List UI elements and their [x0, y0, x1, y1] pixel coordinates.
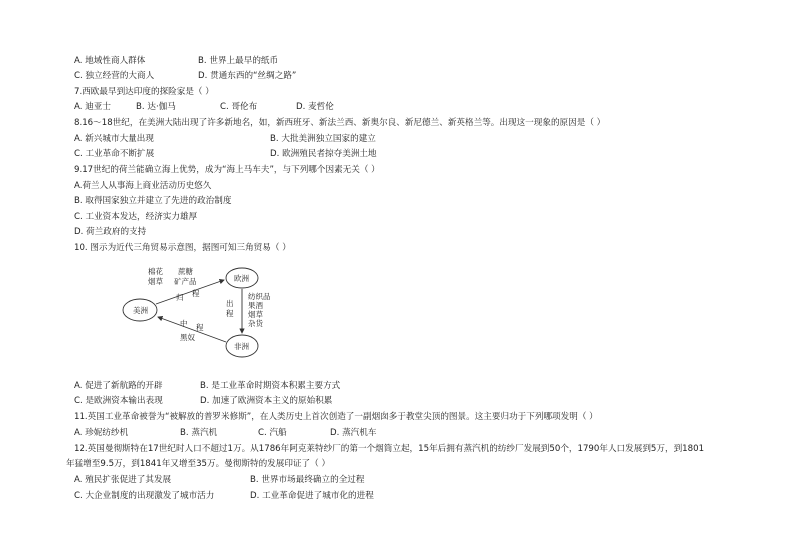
q7-option-a: A. 迪亚士 — [74, 102, 111, 112]
q9-option-d: D. 荷兰政府的支持 — [74, 227, 147, 237]
q10-option-b: B. 是工业革命时期资本积累主要方式 — [200, 381, 341, 391]
goods-minerals: 矿产品 — [174, 277, 197, 286]
q8-option-b: B. 大批美洲独立国家的建立 — [270, 134, 376, 144]
q6-option-a: A. 地域性商人群体 — [74, 56, 146, 66]
q10-option-a: A. 促进了新航路的开辟 — [74, 381, 163, 391]
q8-option-c: C. 工业革命不断扩展 — [74, 149, 155, 159]
q12-stem-line2: 年猛增至9.5万，到1841年又增至35万。曼彻斯特的发展印证了（ ） — [66, 459, 331, 469]
q6-option-d: D. 贯通东西的“丝绸之路” — [198, 71, 297, 81]
label-return: 归 — [176, 293, 184, 302]
q9-option-a: A.荷兰人从事海上商业活动历史悠久 — [74, 181, 212, 191]
triangle-trade-svg — [118, 262, 308, 372]
goods-sugar: 蔗糖 — [178, 267, 193, 276]
q6-option-b: B. 世界上最早的纸币 — [198, 56, 279, 66]
q10-option-c: C. 是欧洲资本输出表现 — [74, 396, 163, 406]
q9-option-c: C. 工业资本发达，经济实力雄厚 — [74, 212, 198, 222]
q12-option-a: A. 殖民扩张促进了其发展 — [74, 475, 172, 485]
q12-option-c: C. 大企业制度的出现激发了城市活力 — [74, 491, 215, 501]
label-return-journey: 程 — [192, 289, 200, 298]
goods-tobacco-top: 烟草 — [148, 277, 163, 286]
label-middle-2: 程 — [196, 323, 204, 332]
q10-option-d: D. 加速了欧洲资本主义的原始积累 — [200, 396, 333, 406]
q10-stem: 10. 图示为近代三角贸易示意图，据图可知三角贸易（ ） — [74, 243, 291, 253]
q12-option-b: B. 世界市场最终确立的全过程 — [250, 475, 365, 485]
q12-stem-line1: 12.英国曼彻斯特在17世纪时人口不超过1万。从1786年阿克莱特纱厂的第一个烟筒立起，15年后拥有蒸汽机的纺纱厂发展到50个，1790年人口发展到5万，到1801 — [74, 444, 705, 454]
q7-option-b: B. 达·伽马 — [136, 102, 176, 112]
q11-option-c: C. 汽船 — [258, 428, 287, 438]
goods-cotton: 棉花 — [148, 267, 163, 276]
goods-tobacco-right: 烟草 — [248, 310, 263, 319]
q7-option-c: C. 哥伦布 — [220, 102, 258, 112]
q9-option-b: B. 取得国家独立并建立了先进的政治制度 — [74, 196, 232, 206]
q9-stem: 9.17世纪的荷兰能确立海上优势，成为“海上马车夫”，与下列哪个因素无关（ ） — [74, 165, 380, 175]
q8-option-d: D. 欧洲殖民者掠夺美洲土地 — [270, 149, 377, 159]
node-africa-label: 非洲 — [234, 342, 249, 351]
label-outbound-1: 出 — [226, 299, 234, 308]
q11-option-b: B. 蒸汽机 — [180, 428, 218, 438]
label-outbound-2: 程 — [226, 309, 234, 318]
triangle-trade-diagram — [118, 262, 308, 372]
q12-option-d: D. 工业革命促进了城市化的进程 — [250, 491, 374, 501]
goods-wine: 果酒 — [248, 301, 263, 310]
goods-textiles: 纺织品 — [248, 292, 271, 301]
node-america-label: 美洲 — [133, 306, 148, 315]
node-europe-label: 欧洲 — [234, 274, 249, 283]
q8-option-a: A. 新兴城市大量出现 — [74, 134, 154, 144]
q7-stem: 7.西欧最早到达印度的探险家是（ ） — [74, 87, 214, 97]
label-middle-1: 中 — [180, 319, 188, 328]
q11-option-a: A. 珍妮纺纱机 — [74, 428, 129, 438]
goods-slaves: 黑奴 — [180, 333, 195, 342]
q11-option-d: D. 蒸汽机车 — [330, 428, 377, 438]
goods-sundries: 杂货 — [248, 319, 263, 328]
q6-option-c: C. 独立经营的大商人 — [74, 71, 155, 81]
q7-option-d: D. 麦哲伦 — [296, 102, 334, 112]
q8-stem: 8.16～18世纪，在美洲大陆出现了许多新地名，如，新西班牙、新法兰西、新奥尔良、新尼德兰、新英格兰等。出现这一现象的原因是（ ） — [74, 118, 606, 128]
q11-stem: 11.英国工业革命被誉为“被解放的普罗米修斯”，在人类历史上首次创造了一副烟囱多于教堂尖顶的图景。这主要归功于下列哪项发明（ ） — [74, 412, 598, 422]
